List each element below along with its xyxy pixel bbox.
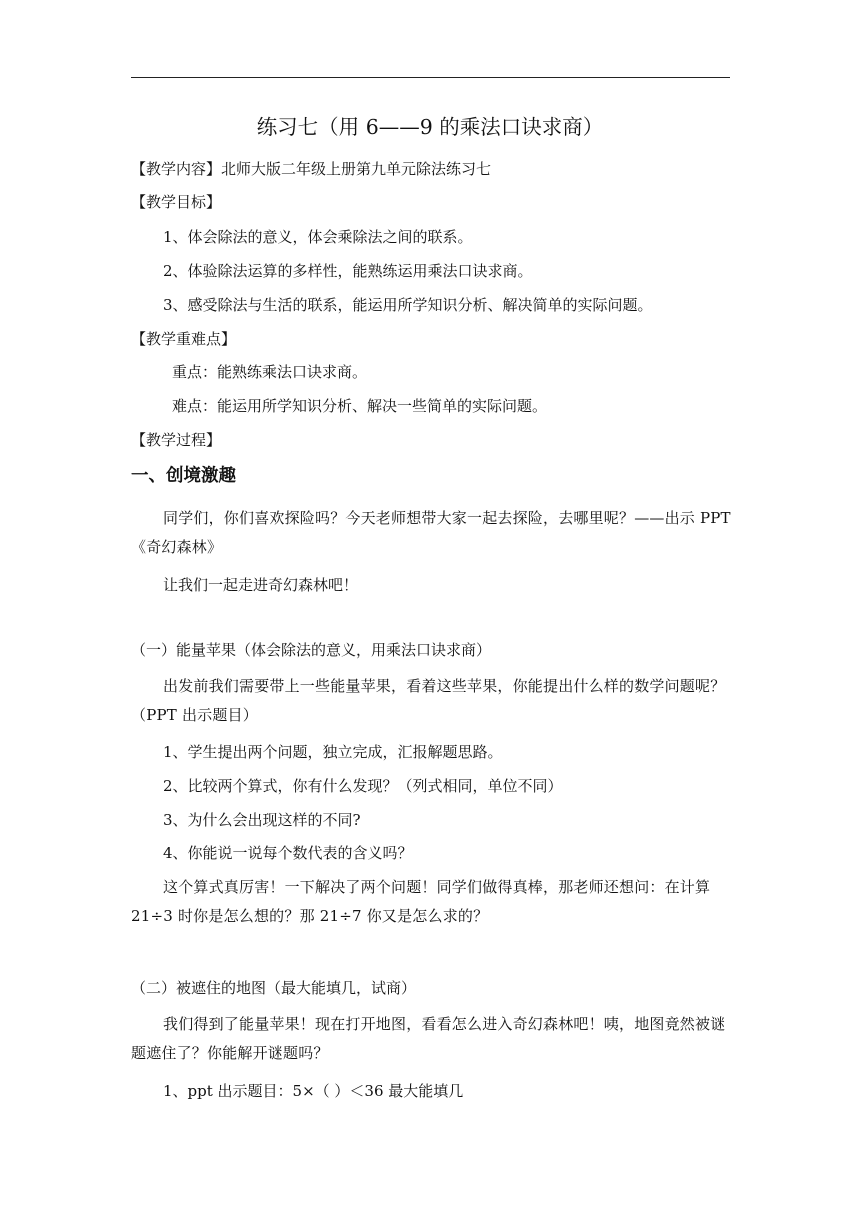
key-difficult-heading: 【教学重难点】 — [131, 330, 237, 348]
teaching-content-line: 【教学内容】北师大版二年级上册第九单元除法练习七 — [131, 160, 492, 178]
intro-line: 让我们一起走进奇幻森林吧！ — [163, 576, 359, 594]
part1-step-1: 1、学生提出两个问题，独立完成，汇报解题思路。 — [163, 743, 503, 761]
part1-step-3: 3、为什么会出现这样的不同? — [163, 811, 361, 829]
intro-paragraph: 同学们，你们喜欢探险吗？今天老师想带大家一起去探险，去哪里呢？——出示 PPT《奇幻森林》 — [131, 509, 731, 556]
section-heading-1: 一、创境激趣 — [131, 466, 236, 486]
goal-item-2: 2、体验除法运算的多样性，能熟练运用乘法口诀求商。 — [163, 262, 533, 280]
teaching-process-heading: 【教学过程】 — [131, 431, 222, 449]
part1-step-2: 2、比较两个算式，你有什么发现？（列式相同，单位不同） — [163, 777, 563, 795]
goal-item-1: 1、体会除法的意义，体会乘除法之间的联系。 — [163, 228, 473, 246]
part1-step-4: 4、你能说一说每个数代表的含义吗？ — [163, 844, 413, 862]
part1-paragraph: 出发前我们需要带上一些能量苹果，看着这些苹果，你能提出什么样的数学问题呢？（PPT 出示题目） — [131, 677, 726, 724]
teaching-goals-heading: 【教学目标】 — [131, 193, 222, 211]
header-rule — [131, 77, 730, 78]
part1-paragraph-2: 这个算式真厉害！一下解决了两个问题！同学们做得真棒，那老师还想问：在计算 21÷3 时你是怎么想的？那 21÷7 你又是怎么求的？ — [131, 878, 711, 925]
part2-paragraph: 我们得到了能量苹果！现在打开地图，看看怎么进入奇幻森林吧！咦，地图竟然被谜题遮住了？你能解开谜题吗？ — [131, 1015, 726, 1062]
part1-heading: （一）能量苹果（体会除法的意义，用乘法口诀求商） — [131, 641, 492, 659]
difficult-point-line: 难点：能运用所学知识分析、解决一些简单的实际问题。 — [172, 397, 548, 415]
document-title: 练习七（用 6——9 的乘法口诀求商） — [256, 115, 604, 139]
goal-item-3: 3、感受除法与生活的联系，能运用所学知识分析、解决简单的实际问题。 — [163, 296, 653, 314]
part2-step-1: 1、ppt 出示题目：5×（ ）＜36 最大能填几 — [163, 1082, 464, 1100]
key-point-line: 重点：能熟练乘法口诀求商。 — [172, 363, 368, 381]
part2-heading: （二）被遮住的地图（最大能填几，试商） — [131, 979, 417, 997]
